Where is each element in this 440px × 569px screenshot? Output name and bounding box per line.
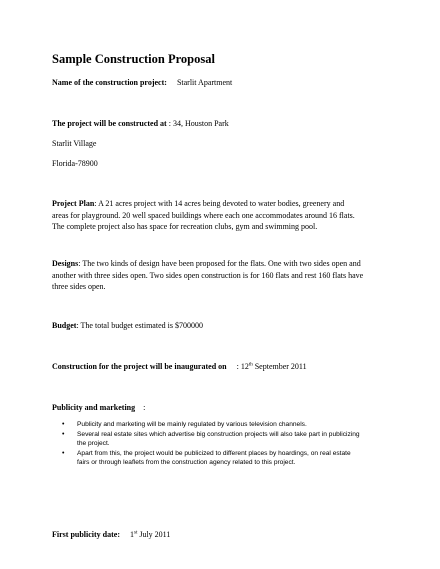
project-plan-line-1: : A 21 acres project with 14 acres being devoted to water bodies, greenery and (94, 199, 345, 208)
publicity-list (52, 420, 397, 468)
location-line-3: Florida-78900 (52, 159, 98, 168)
location-line-2: Starlit Village (52, 139, 97, 148)
bullet-3-line-2: fairs or through leaflets from the construction agency related to this project. (77, 459, 296, 466)
inauguration-date-sup: th (248, 362, 253, 368)
designs-line-3: three sides open. (52, 282, 106, 291)
document-title: Sample Construction Proposal (52, 52, 215, 66)
inauguration-label: Construction for the project will be inaugurated on (52, 362, 227, 371)
budget-value: : The total budget estimated is $700000 (76, 321, 203, 330)
bullet-3-line-1: Apart from this, the project would be publicized to different places by hoardings, on real estate (77, 449, 351, 457)
first-publicity-label: First publicity date: (52, 530, 120, 539)
location-line (52, 118, 397, 130)
bullet-1-line-1: Publicity and marketing will be mainly regulated by various television channels. (77, 421, 307, 428)
bullet-icon: • (62, 449, 65, 457)
first-publicity-date-sup: st (134, 530, 138, 536)
first-publicity-date-suffix: July 2011 (137, 530, 171, 539)
inauguration-line (52, 361, 397, 373)
first-publicity-line (52, 529, 397, 541)
project-name-value: Starlit Apartment (176, 78, 233, 87)
publicity-label: Publicity and marketing (52, 403, 136, 412)
designs-section (52, 258, 397, 293)
inauguration-date-prefix: : 12 (236, 362, 249, 371)
project-plan-section (52, 198, 397, 233)
first-publicity-date-prefix: 1 (130, 530, 134, 539)
bullet-icon: • (62, 430, 65, 438)
bullet-2-line-2: the project. (77, 440, 110, 447)
budget-label: Budget (52, 321, 77, 330)
location-label: The project will be constructed at (52, 119, 167, 128)
project-plan-line-3: The complete project also has space for recreation clubs, gym and swimming pool. (52, 222, 318, 231)
designs-line-2: another with three sides open. Two sides open construction is for 160 flats and rest 160 flats have (52, 270, 364, 280)
inauguration-date-suffix: September 2011 (252, 362, 307, 371)
publicity-heading (52, 402, 397, 414)
designs-line-1: : The two kinds of design have been proposed for the flats. One with two sides open and (78, 259, 361, 268)
location-value: : 34, Houston Park (168, 119, 229, 128)
project-plan-label: Project Plan (52, 199, 95, 208)
designs-label: Designs (52, 259, 79, 268)
budget-line (52, 320, 397, 332)
project-name-label: Name of the construction project: (52, 78, 167, 87)
list-item (52, 449, 397, 468)
project-name-line (52, 77, 397, 89)
project-plan-line-2: areas for playground. 20 well spaced buildings where each one accommodates around 16 flats. (52, 210, 355, 220)
publicity-colon: : (143, 403, 146, 412)
list-item (52, 420, 397, 430)
bullet-2-line-1: Several real estate sites which advertise big construction projects will also take part in publicizing (77, 430, 360, 438)
list-item (52, 430, 397, 449)
bullet-icon: • (62, 421, 65, 428)
